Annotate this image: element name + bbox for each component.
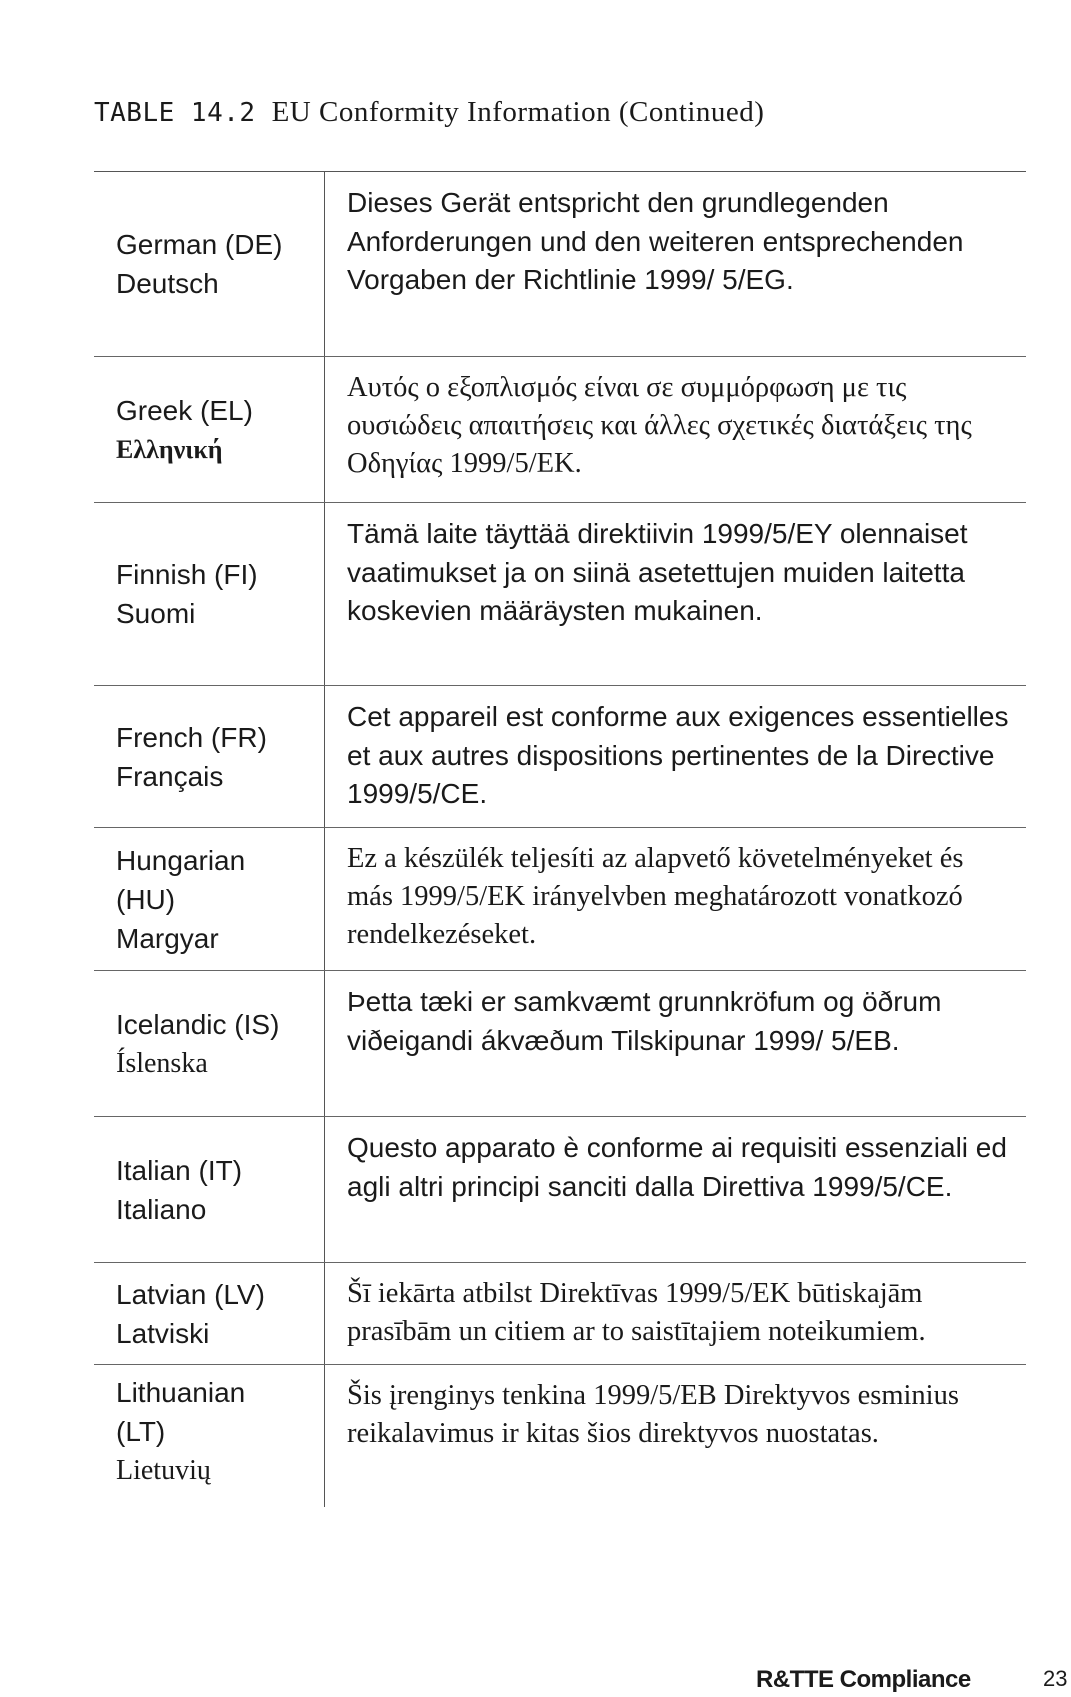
- language-cell: [94, 686, 324, 827]
- language-native-name: Margyar: [116, 922, 219, 954]
- language-name: Lithuanian (LT): [116, 1377, 246, 1447]
- conformity-table: [94, 171, 1026, 1507]
- language-name: German (DE): [116, 229, 283, 260]
- language-native-name: Italiano: [116, 1193, 207, 1225]
- conformity-text: Αυτός ο εξοπλισμός είναι σε συμμόρφωση με τις ουσιώδεις απαιτήσεις και άλλες σχετικές διατάξεις της Οδηγίας 1999/5/ΕΚ.: [324, 357, 1026, 502]
- conformity-text: Tämä laite täyttää direktiivin 1999/5/EY olennaiset vaatimukset ja on siinä asetettujen muiden laitetta koskevien määräysten mukainen.: [324, 503, 1026, 685]
- language-name: Greek (EL): [116, 394, 253, 426]
- language-cell: [94, 971, 324, 1116]
- table-row: [94, 828, 1026, 971]
- language-name: Latvian (LV): [116, 1278, 265, 1310]
- language-cell: [94, 503, 324, 685]
- language-native-name: Lietuvių: [116, 1455, 211, 1486]
- language-cell: [94, 1263, 324, 1364]
- language-native-name: Ελληνική: [116, 434, 223, 464]
- conformity-text: Ez a készülék teljesíti az alapvető követelményeket és más 1999/5/EK irányelvben meghatározott vonatkozó rendelkezéseket.: [324, 828, 1026, 970]
- table-row: [94, 971, 1026, 1117]
- table-row: [94, 1117, 1026, 1263]
- table-row: [94, 686, 1026, 828]
- conformity-text: Cet appareil est conforme aux exigences essentielles et aux autres dispositions pertinentes de la Directive 1999/5/CE.: [324, 686, 1026, 827]
- conformity-text: Dieses Gerät entspricht den grundlegenden Anforderungen und den weiteren entsprechenden Vorgaben der Richtlinie 1999/ 5/EG.: [324, 172, 1026, 356]
- conformity-text: Šis įrenginys tenkina 1999/5/EB Direktyvos esminius reikalavimus ir kitas šios direktyvos nuostatas.: [324, 1365, 1026, 1507]
- language-name: Finnish (FI): [116, 559, 258, 590]
- page-number: 23: [1043, 1666, 1068, 1691]
- language-native-name: Suomi: [116, 598, 196, 629]
- language-cell: [94, 1117, 324, 1262]
- language-native-name: Latviski: [116, 1317, 210, 1349]
- page-footer: [0, 1666, 1071, 1696]
- language-native-name: Íslenska: [116, 1047, 208, 1079]
- table-row: [94, 1365, 1026, 1507]
- table-caption: [94, 96, 764, 129]
- table-row: [94, 172, 1026, 357]
- table-row: [94, 1263, 1026, 1365]
- conformity-text: Šī iekārta atbilst Direktīvas 1999/5/EK būtiskajām prasībām un citiem ar to saistītajiem noteikumiem.: [324, 1263, 1026, 1364]
- language-native-name: Deutsch: [116, 268, 219, 299]
- language-name: French (FR): [116, 721, 267, 753]
- language-name: Italian (IT): [116, 1154, 243, 1186]
- table-row: [94, 357, 1026, 503]
- language-name: Hungarian (HU): [116, 844, 246, 915]
- table-label: TABLE 14.2: [94, 98, 256, 128]
- language-native-name: Français: [116, 760, 224, 792]
- language-cell: [94, 828, 324, 970]
- language-name: Icelandic (IS): [116, 1008, 280, 1040]
- language-cell: [94, 172, 324, 356]
- table-row: [94, 503, 1026, 686]
- language-cell: [94, 1365, 324, 1507]
- table-title: EU Conformity Information (Continued): [271, 96, 765, 128]
- footer-section-title: R&TTE Compliance: [756, 1666, 971, 1693]
- conformity-text: Þetta tæki er samkvæmt grunnkröfum og öðrum viðeigandi ákvæðum Tilskipunar 1999/ 5/EB.: [324, 971, 1026, 1116]
- language-cell: [94, 357, 324, 502]
- conformity-text: Questo apparato è conforme ai requisiti essenziali ed agli altri principi sanciti dalla Direttiva 1999/5/CE.: [324, 1117, 1026, 1262]
